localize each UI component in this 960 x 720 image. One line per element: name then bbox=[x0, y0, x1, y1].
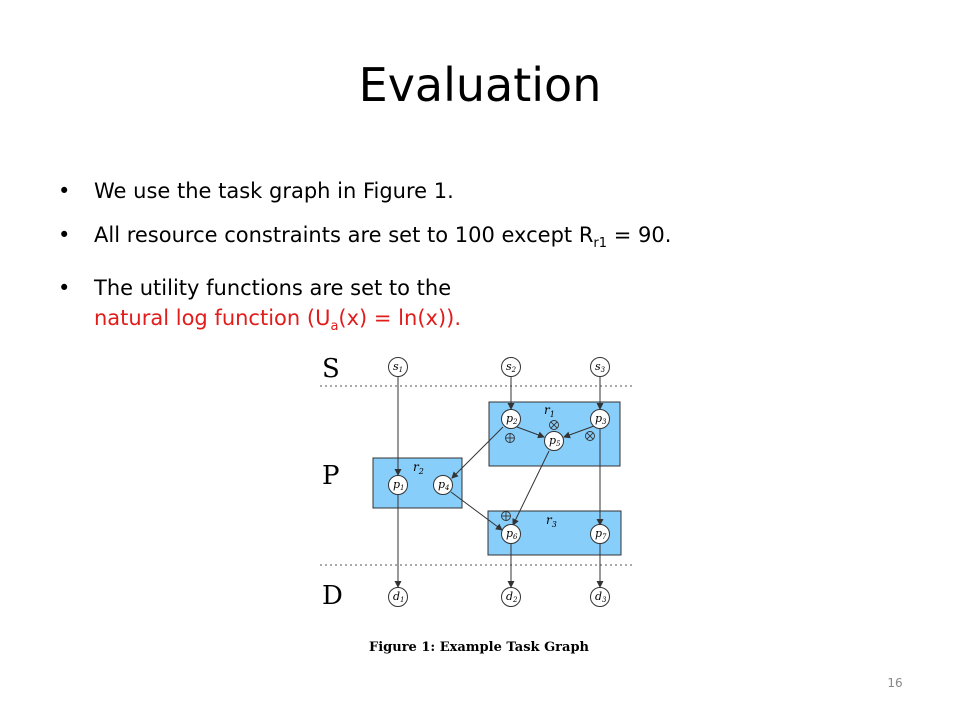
node-p3 bbox=[591, 410, 610, 429]
slide-title: Evaluation bbox=[358, 58, 602, 112]
bullet-text-before: All resource constraints are set to 100 except R bbox=[94, 223, 594, 247]
node-label: s1 bbox=[393, 360, 404, 374]
node-label: p5 bbox=[549, 434, 561, 448]
bullet-item-3 bbox=[58, 273, 918, 342]
node-d2 bbox=[502, 588, 521, 607]
node-label: p7 bbox=[595, 527, 607, 541]
node-p2 bbox=[502, 410, 521, 429]
node-p1 bbox=[389, 476, 408, 495]
layer-label-p: P bbox=[322, 461, 340, 491]
node-p7 bbox=[591, 525, 610, 544]
node-d3 bbox=[591, 588, 610, 607]
task-graph-svg bbox=[316, 350, 642, 660]
figure-caption: Figure 1: Example Task Graph bbox=[368, 640, 590, 655]
node-p6 bbox=[502, 525, 521, 544]
oplus-symbol-r1 bbox=[506, 434, 515, 443]
node-label: d2 bbox=[506, 590, 518, 604]
bullet-dot: • bbox=[58, 276, 71, 301]
node-s1 bbox=[389, 358, 408, 377]
node-s2 bbox=[502, 358, 521, 377]
bullet-list bbox=[58, 176, 918, 356]
node-d1 bbox=[389, 588, 408, 607]
bullet-subscript: r1 bbox=[593, 236, 608, 252]
formula-subscript: a bbox=[330, 319, 339, 335]
bullet-item-1 bbox=[58, 176, 918, 206]
bullet-dot: • bbox=[58, 223, 71, 247]
node-label: d3 bbox=[595, 590, 607, 604]
node-p4 bbox=[434, 476, 453, 495]
resource-label-r2: $r_2$ bbox=[413, 460, 424, 476]
node-label: s2 bbox=[506, 360, 517, 374]
node-label: p6 bbox=[506, 527, 518, 541]
node-label: p2 bbox=[506, 412, 518, 426]
node-p5 bbox=[545, 432, 564, 451]
layer-label-s: S bbox=[322, 354, 340, 384]
bullet-item-2 bbox=[58, 220, 918, 259]
formula-after: (x) = ln(x)). bbox=[338, 306, 462, 331]
formula-before: natural log function (U bbox=[94, 306, 331, 331]
bullet-text-after: = 90. bbox=[607, 223, 672, 247]
utility-formula bbox=[94, 306, 462, 335]
task-graph-figure bbox=[316, 350, 642, 660]
node-label: p1 bbox=[393, 478, 405, 492]
bullet-line-1: The utility functions are set to the bbox=[94, 276, 452, 301]
page-number: 16 bbox=[887, 676, 903, 690]
resource-label-r3: $r_3$ bbox=[546, 513, 557, 529]
node-label: p4 bbox=[438, 478, 450, 492]
layer-label-d: D bbox=[322, 581, 343, 611]
bullet-dot: • bbox=[58, 179, 71, 203]
resource-label-r1: $r_1$ bbox=[544, 403, 555, 419]
bullet-text: We use the task graph in Figure 1. bbox=[94, 179, 454, 203]
node-label: d1 bbox=[393, 590, 405, 604]
node-s3 bbox=[591, 358, 610, 377]
oplus-symbol-r3 bbox=[502, 512, 511, 521]
node-label: p3 bbox=[595, 412, 607, 426]
node-label: s3 bbox=[595, 360, 606, 374]
